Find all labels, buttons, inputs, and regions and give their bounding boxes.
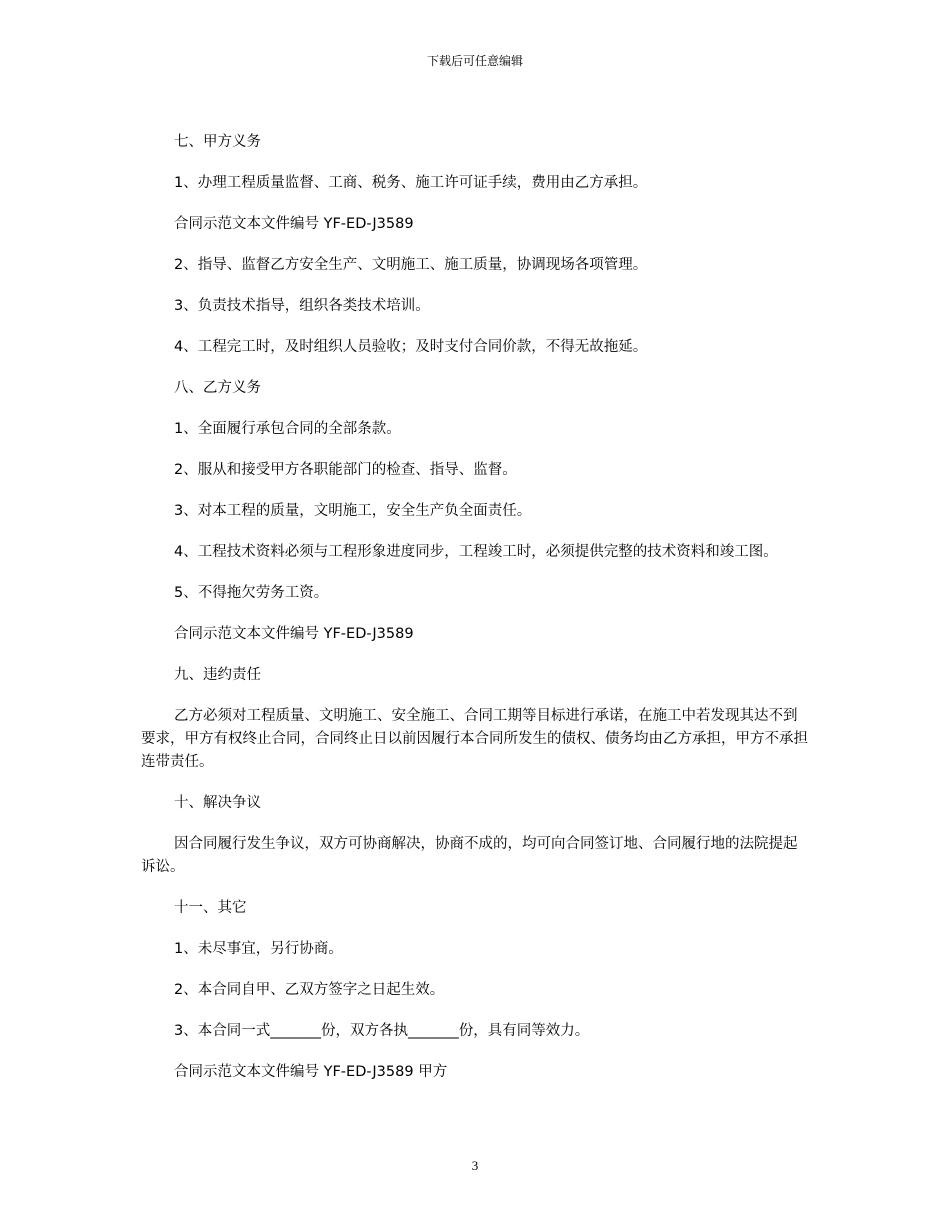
document-number-line: 合同示范文本文件编号 YF-ED-J3589 甲方 [174,1064,448,1080]
section-heading-9: 九、违约责任 [174,667,261,683]
section-heading-7: 七、甲方义务 [174,134,261,150]
clause-paragraph: 1、全面履行承包合同的全部条款。 [174,421,401,437]
clause-paragraph: 2、指导、监督乙方安全生产、文明施工、施工质量，协调现场各项管理。 [174,257,648,273]
clause-paragraph: 4、工程技术资料必须与工程形象进度同步，工程竣工时，必须提供完整的技术资料和竣工图。 [174,544,778,560]
page-header: 下载后可任意编辑 [426,54,523,68]
clause-paragraph: 1、未尽事宜，另行协商。 [174,941,343,957]
clause-paragraph: 3、对本工程的质量，文明施工，安全生产负全面责任。 [174,503,532,519]
section-heading-11: 十一、其它 [174,900,247,916]
clause-paragraph: 2、本合同自甲、乙双方签字之日起生效。 [174,982,445,998]
document-number-line: 合同示范文本文件编号 YF-ED-J3589 [174,216,414,232]
section-heading-10: 十、解决争议 [174,795,261,811]
clause-paragraph: 因合同履行发生争议，双方可协商解决，协商不成的，均可向合同签订地、合同履行地的法院提起诉讼。 [141,836,798,875]
clause-paragraph: 3、本合同一式_______份，双方各执_______份，具有同等效力。 [174,1023,590,1039]
document-number-line: 合同示范文本文件编号 YF-ED-J3589 [174,626,414,642]
clause-paragraph: 3、负责技术指导，组织各类技术培训。 [174,298,430,314]
clause-paragraph: 4、工程完工时，及时组织人员验收；及时支付合同价款，不得无故拖延。 [174,339,648,355]
clause-paragraph: 乙方必须对工程质量、文明施工、安全施工、合同工期等目标进行承诺，在施工中若发现其达不到要求，甲方有权终止合同，合同终止日以前因履行本合同所发生的债权、债务均由乙方承担，甲方不承担连带责任。 [141,708,808,770]
section-heading-8: 八、乙方义务 [174,380,261,396]
page-number: 3 [471,1158,479,1173]
document-body [141,131,811,1102]
clause-paragraph: 1、办理工程质量监督、工商、税务、施工许可证手续，费用由乙方承担。 [174,175,648,191]
clause-paragraph: 5、不得拖欠劳务工资。 [174,585,329,601]
clause-paragraph: 2、服从和接受甲方各职能部门的检查、指导、监督。 [174,462,517,478]
